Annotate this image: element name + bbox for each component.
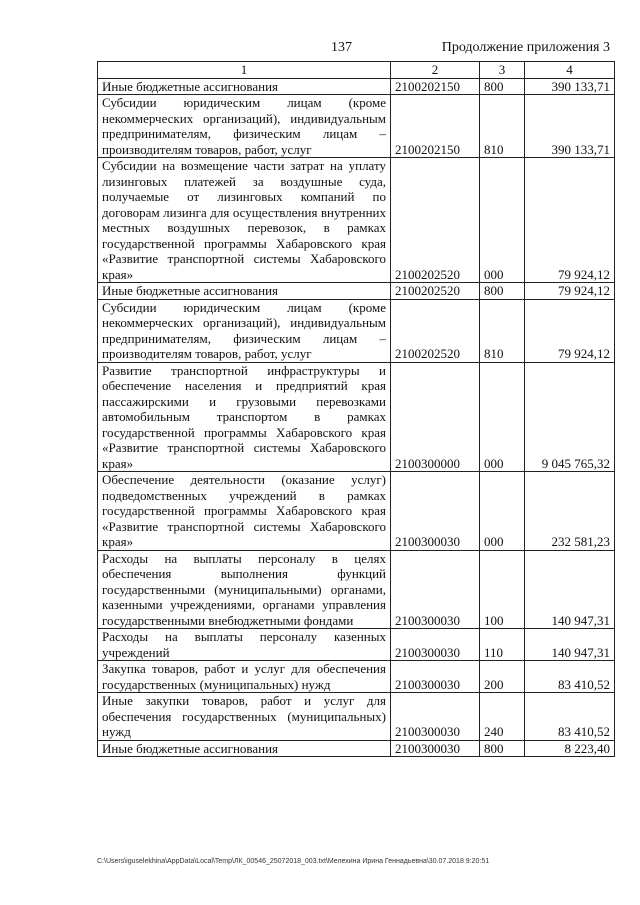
row-target-code: 2100202520	[391, 158, 480, 283]
row-target-code: 2100300000	[391, 362, 480, 472]
table-row	[98, 472, 615, 551]
row-expense-type: 200	[480, 661, 525, 693]
row-expense-type: 000	[480, 362, 525, 472]
table-row	[98, 283, 615, 300]
table-row	[98, 629, 615, 661]
row-expense-type: 800	[480, 740, 525, 757]
row-name: Расходы на выплаты персоналу в целях обеспечения выполнения функций государственными (муниципальными) органами, казенными учреждениями, органами управления государственными внебюджетными фондами	[98, 550, 391, 629]
row-target-code: 2100300030	[391, 629, 480, 661]
row-expense-type: 100	[480, 550, 525, 629]
row-amount: 232 581,23	[525, 472, 615, 551]
row-expense-type: 110	[480, 629, 525, 661]
row-target-code: 2100202150	[391, 95, 480, 158]
table-row	[98, 78, 615, 95]
row-amount: 140 947,31	[525, 629, 615, 661]
row-name: Субсидии на возмещение части затрат на уплату лизинговых платежей за воздушные суда, получаемые от лизинговых компаний по договорам лизинга для осуществления внутренних местных воздушных перевозок, в рамках государственной программы Хабаровского края «Развитие транспортной системы Хабаровского края»	[98, 158, 391, 283]
row-amount: 140 947,31	[525, 550, 615, 629]
row-target-code: 2100202520	[391, 299, 480, 362]
column-header-4: 4	[525, 62, 615, 79]
page-header	[0, 40, 640, 60]
budget-table	[97, 61, 615, 757]
table-row	[98, 158, 615, 283]
row-name: Обеспечение деятельности (оказание услуг) подведомственных учреждений в рамках государственной программы Хабаровского края «Развитие транспортной системы Хабаровского края»	[98, 472, 391, 551]
row-name: Развитие транспортной инфраструктуры и обеспечение населения и предприятий края пассажирскими и грузовыми перевозками автомобильным транспортом в рамках государственной программы Хабаровского края «Развитие транспортной системы Хабаровского края»	[98, 362, 391, 472]
row-expense-type: 800	[480, 78, 525, 95]
row-target-code: 2100300030	[391, 550, 480, 629]
table-row	[98, 95, 615, 158]
column-header-2: 2	[391, 62, 480, 79]
column-header-1: 1	[98, 62, 391, 79]
row-target-code: 2100202150	[391, 78, 480, 95]
row-amount: 79 924,12	[525, 283, 615, 300]
row-amount: 390 133,71	[525, 95, 615, 158]
row-name: Иные закупки товаров, работ и услуг для обеспечения государственных (муниципальных) нужд	[98, 693, 391, 741]
row-name: Закупка товаров, работ и услуг для обеспечения государственных (муниципальных) нужд	[98, 661, 391, 693]
row-expense-type: 800	[480, 283, 525, 300]
file-path-footer: C:\Users\iguselekhina\AppData\Local\Temp\ЛК_00546_25072018_003.txt\Мелехина Ирина Геннадьевна\30.07.2018 9:20:51	[97, 858, 490, 865]
row-name: Иные бюджетные ассигнования	[98, 740, 391, 757]
table-row	[98, 362, 615, 472]
row-amount: 83 410,52	[525, 661, 615, 693]
row-target-code: 2100202520	[391, 283, 480, 300]
row-target-code: 2100300030	[391, 661, 480, 693]
row-expense-type: 810	[480, 95, 525, 158]
row-name: Иные бюджетные ассигнования	[98, 78, 391, 95]
row-expense-type: 240	[480, 693, 525, 741]
table-row	[98, 299, 615, 362]
page-number: 137	[331, 40, 352, 55]
row-amount: 8 223,40	[525, 740, 615, 757]
row-target-code: 2100300030	[391, 472, 480, 551]
table-row	[98, 661, 615, 693]
row-name: Иные бюджетные ассигнования	[98, 283, 391, 300]
row-target-code: 2100300030	[391, 693, 480, 741]
row-expense-type: 000	[480, 158, 525, 283]
row-expense-type: 000	[480, 472, 525, 551]
row-name: Расходы на выплаты персоналу казенных учреждений	[98, 629, 391, 661]
row-name: Субсидии юридическим лицам (кроме некоммерческих организаций), индивидуальным предпринимателям, физическим лицам – производителям товаров, работ, услуг	[98, 95, 391, 158]
row-amount: 9 045 765,32	[525, 362, 615, 472]
column-number-row	[98, 62, 615, 79]
table-row	[98, 550, 615, 629]
row-amount: 390 133,71	[525, 78, 615, 95]
table-row	[98, 693, 615, 741]
column-header-3: 3	[480, 62, 525, 79]
row-amount: 83 410,52	[525, 693, 615, 741]
row-target-code: 2100300030	[391, 740, 480, 757]
appendix-continuation-label: Продолжение приложения 3	[441, 40, 610, 55]
table-row	[98, 740, 615, 757]
row-name: Субсидии юридическим лицам (кроме некоммерческих организаций), индивидуальным предпринимателям, физическим лицам – производителям товаров, работ, услуг	[98, 299, 391, 362]
row-amount: 79 924,12	[525, 158, 615, 283]
row-expense-type: 810	[480, 299, 525, 362]
row-amount: 79 924,12	[525, 299, 615, 362]
